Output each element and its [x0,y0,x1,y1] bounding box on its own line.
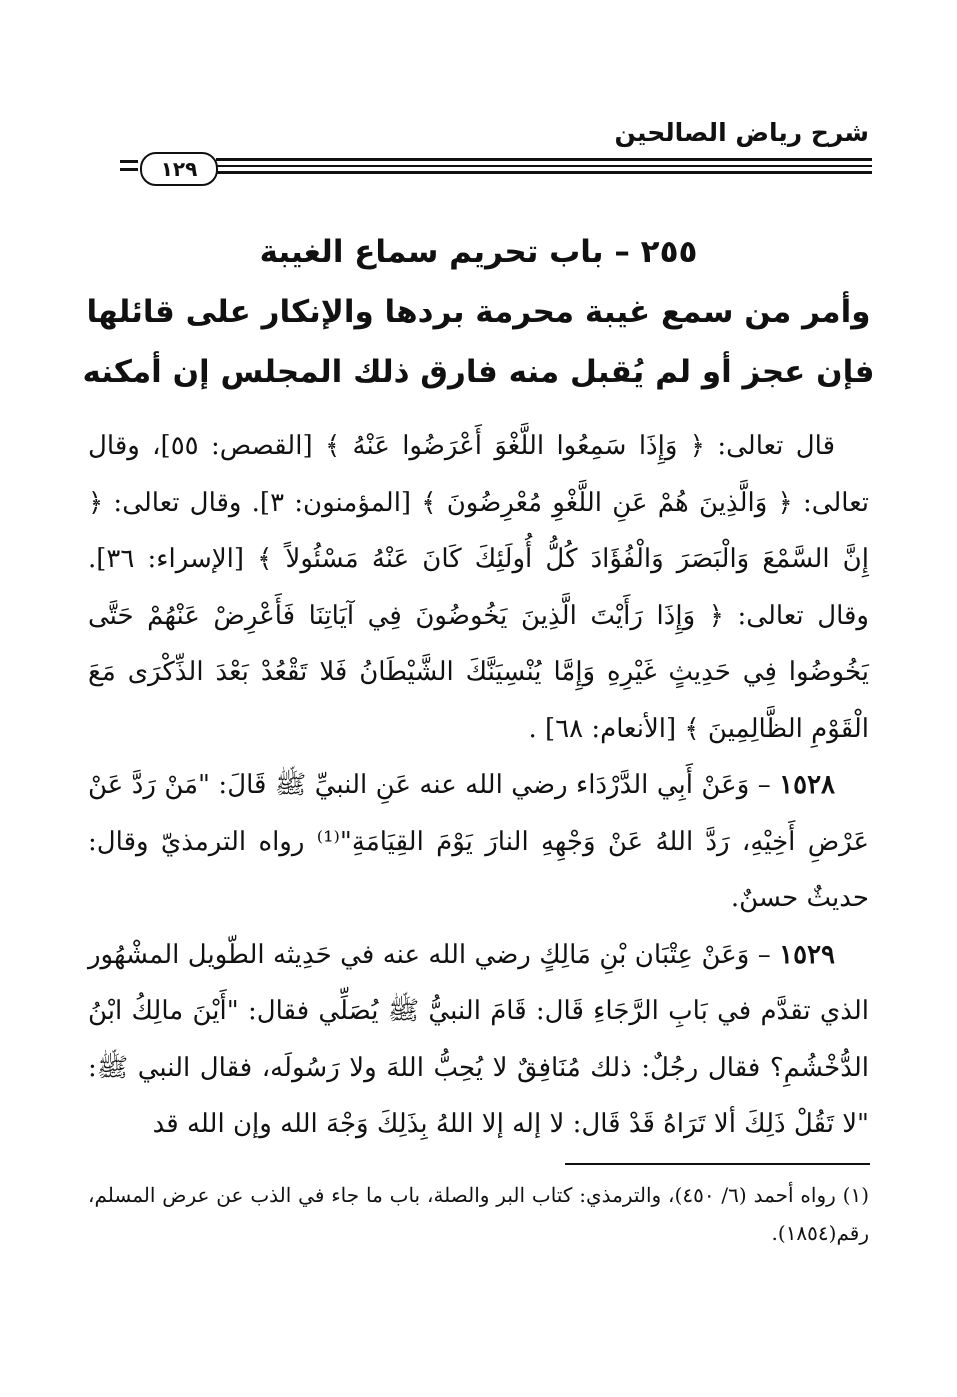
header-rule-stub [120,168,138,171]
chapter-title [80,222,877,402]
running-title: شرح رياض الصالحين [614,118,869,147]
chapter-title-line: ٢٥٥ – باب تحريم سماع الغيبة [259,234,698,270]
hadith-number: ١٥٢٨ [779,770,835,800]
body-text [88,418,869,1153]
hadith-number: ١٥٢٩ [779,939,835,970]
chapter-title-line: وأمر من سمع غيبة محرمة بردها والإنكار على قائلها [86,294,871,330]
footnote-separator [565,1163,870,1165]
hadith-paragraph [88,757,869,927]
header-rule-stub [120,160,138,163]
page-number: ١٢٩ [140,152,218,186]
hadith-text: – وَعَنْ أَبِي الدَّرْدَاء رضي الله عنه عَنِ النبيِّ ﷺ قَالَ: "مَنْ رَدَّ عَنْ عَرْضِ أَخِيْهِ، رَدَّ اللهُ عَنْ وَجْهِهِ النارَ يَوْمَ القِيَامَةِ"⁽¹⁾ رواه الترمذيّ وقال: حديثٌ حسنٌ. [88,770,869,913]
hadith-text: – وَعَنْ عِتْبَان بْنِ مَالِكٍ رضي الله عنه في حَدِيثه الطّويل المشْهُور الذي تقدَّم في بَابِ الرَّجَاءِ قَال: قَامَ النبيُّ ﷺ يُصَلِّي فقال: "أَيْنَ مالِكُ ابْنُ الدُّخْشُمِ؟ فقال رجُلٌ: ذلك مُنَافِقٌ لا يُحِبُّ اللهَ ولا رَسُولَه، فقال النبي ﷺ: "لا تَقُلْ ذَلِكَ ألا تَرَاهُ قَدْ قَال: لا إله إلا اللهُ بِذَلِكَ وَجْهَ الله وإن الله قد [88,939,869,1139]
header-rule-line [216,171,872,174]
chapter-title-line: فإن عجز أو لم يُقبل منه فارق ذلك المجلس إن أمكنه [82,354,875,390]
header-rule-line [216,165,872,167]
footnote: (١) رواه أحمد (٦/ ٤٥٠)، والترمذي: كتاب البر والصلة، باب ما جاء في الذب عن عرض المسلم، رقم(١٨٥٤). [88,1183,869,1245]
quran-verses-paragraph: قال تعالى: ﴿ وَإِذَا سَمِعُوا اللَّغْوَ أَعْرَضُوا عَنْهُ ﴾ [القصص: ٥٥]، وقال تعالى: ﴿ وَالَّذِينَ هُمْ عَنِ اللَّغْوِ مُعْرِضُونَ ﴾ [المؤمنون: ٣]. وقال تعالى: ﴿ إِنَّ السَّمْعَ وَالْبَصَرَ وَالْفُؤَادَ كُلُّ أُولَئِكَ كَانَ عَنْهُ مَسْئُولاً ﴾ [الإسراء: ٣٦]. وقال تعالى: ﴿ وَإِذَا رَأَيْتَ الَّذِينَ يَخُوضُونَ فِي آيَاتِنَا فَأَعْرِضْ عَنْهُمْ حَتَّى يَخُوضُوا فِي حَدِيثٍ غَيْرِهِ وَإِمَّا يُنْسِيَنَّكَ الشَّيْطَانُ فَلا تَقْعُدْ بَعْدَ الذِّكْرَى مَعَ الْقَوْمِ الظَّالِمِينَ ﴾ [الأنعام: ٦٨] . [88,431,869,744]
hadith-paragraph [88,927,869,1153]
header-rule [120,152,872,188]
header-rule-line [216,158,872,161]
